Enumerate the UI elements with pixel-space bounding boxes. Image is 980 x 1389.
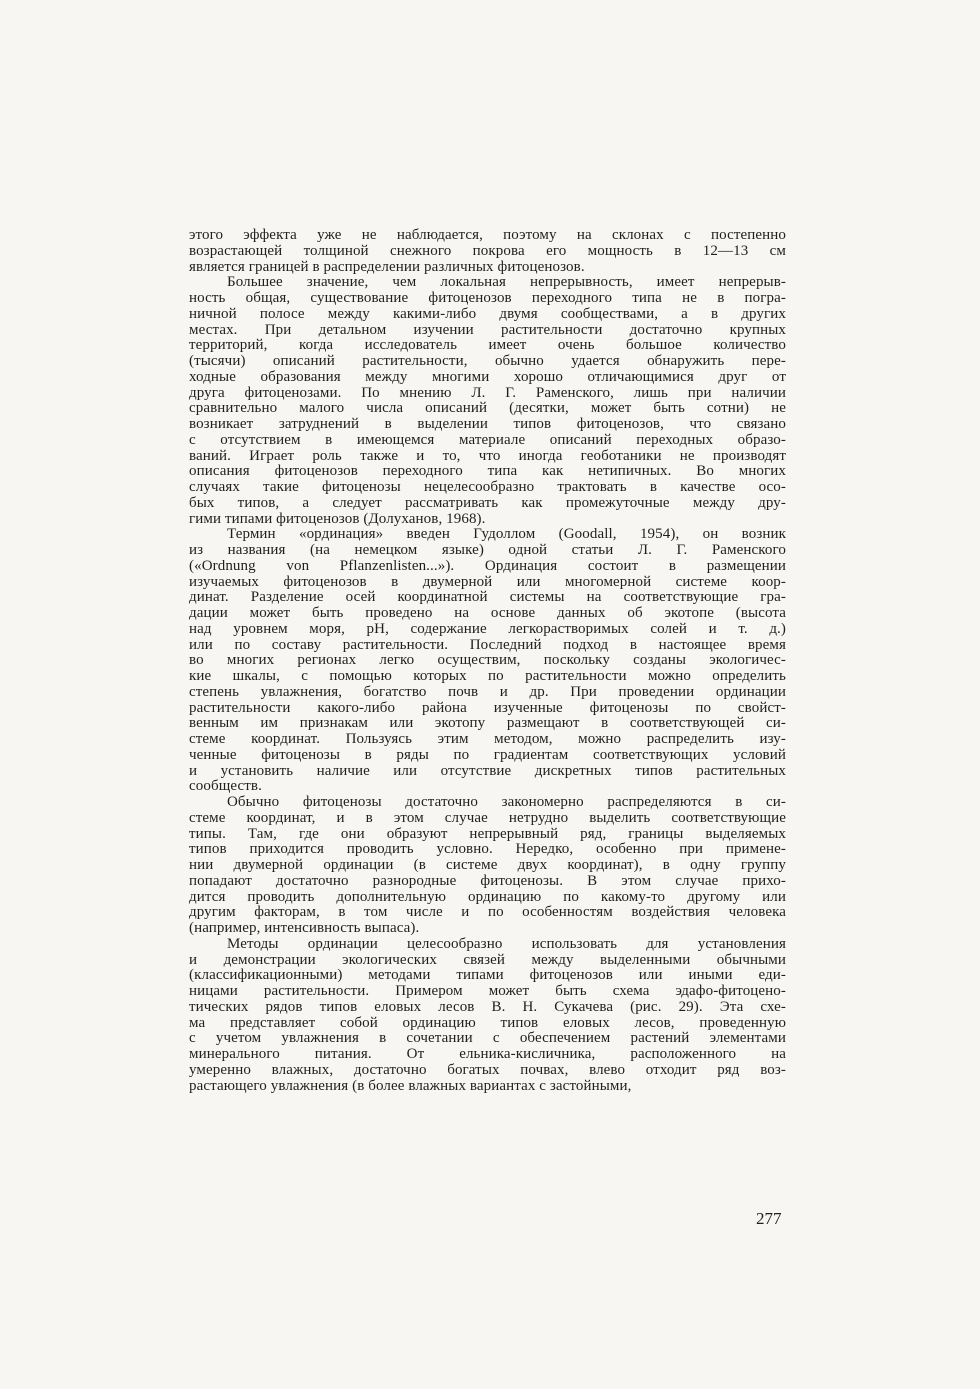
text-line: стеме координат, и в этом случае нетрудно выделить соответствующие: [189, 810, 786, 826]
text-line: случаях такие фитоценозы нецелесообразно трактовать в качестве осо-: [189, 480, 786, 495]
text-line: ченные фитоценозы в ряды по градиентам соответствующих условий: [189, 747, 786, 763]
text-line: ваний. Играет роль также и то, что иногда геоботаники не производят: [189, 448, 786, 464]
paragraph: [189, 795, 786, 937]
text-line: («Ordnung von Pflanzenlisten...»). Ординация состоит в размещении: [189, 558, 786, 574]
text-line: с учетом увлажнения в сочетании с обеспечением растений элементами: [189, 1031, 786, 1047]
text-line: Большее значение, чем локальная непрерывность, имеет непрерыв-: [227, 275, 786, 291]
text-line: и демонстрации экологических связей между выделенными обычными: [189, 952, 786, 968]
text-line: описания фитоценозов переходного типа как нетипичных. Во многих: [189, 464, 786, 480]
text-line: территорий, когда исследователь имеет очень большое количество: [189, 338, 786, 354]
text-line: кие шкалы, с помощью которых по растительности можно определить: [189, 669, 786, 684]
text-line: (классификационными) методами типами фитоценозов или иными еди-: [189, 968, 786, 984]
text-line: стеме координат. Пользуясь этим методом, можно распределить изу-: [189, 732, 786, 747]
text-line: (например, интенсивность выпаса).: [189, 921, 420, 936]
text-line: сравнительно малого числа описаний (десятки, может быть сотни) не: [189, 401, 786, 417]
text-line: возрастающей толщиной снежного покрова его мощность в 12—13 см: [189, 243, 786, 259]
text-line: или по составу растительности. Последний подход в настоящее время: [189, 637, 786, 653]
text-line: гими типами фитоценозов (Долуханов, 1968).: [189, 511, 486, 527]
text-line: местах. При детальном изучении растительности достаточно крупных: [189, 322, 786, 338]
text-line: возникает затруднений в выделении типов фитоценозов, что связано: [189, 417, 786, 432]
text-line: Термин «ординация» введен Гудоллом (Goodall, 1954), он возник: [227, 527, 786, 543]
text-line: является границей в распределении различных фитоценозов.: [189, 259, 585, 275]
text-line: дится проводить дополнительную ординацию по какому-то другому или: [189, 889, 786, 905]
text-line: Методы ординации целесообразно использовать для установления: [227, 936, 786, 952]
text-line: венным им признакам или экотопу размещают в соответствующей си-: [189, 716, 786, 732]
text-line: умеренно влажных, достаточно богатых почвах, влево отходит ряд воз-: [189, 1062, 786, 1078]
text-line: над уровнем моря, pH, содержание легкорастворимых солей и т. д.): [189, 621, 786, 637]
text-line: растающего увлажнения (в более влажных вариантах с застойными,: [189, 1078, 632, 1094]
paragraph: [189, 228, 786, 275]
text-line: и установить наличие или отсутствие дискретных типов растительных: [189, 763, 786, 779]
text-line: тических рядов типов еловых лесов В. Н. Сукачева (рис. 29). Эта схе-: [189, 999, 786, 1015]
text-line: из названия (на немецком языке) одной статьи Л. Г. Раменского: [189, 543, 786, 558]
text-line: попадают достаточно разнородные фитоценозы. В этом случае прихо-: [189, 873, 786, 889]
text-line: сообществ.: [189, 779, 262, 795]
text-line: другим факторам, в том числе и по особенностям воздействия человека: [189, 905, 786, 921]
text-line: друга фитоценозами. По мнению Л. Г. Раменского, лишь при наличии: [189, 385, 786, 401]
paragraph: [189, 275, 786, 527]
text-line: ходные образования между многими хорошо отличающимися друг от: [189, 369, 786, 385]
text-line: ность общая, существование фитоценозов переходного типа не в погра-: [189, 291, 786, 306]
text-line: этого эффекта уже не наблюдается, поэтому на склонах с постепенно: [189, 228, 786, 243]
paragraph: [189, 937, 786, 1095]
text-line: степень увлажнения, богатство почв и др. При проведении ординации: [189, 684, 786, 700]
paragraph: [189, 527, 786, 795]
text-line: растительности какого-либо района изученные фитоценозы по свойст-: [189, 700, 786, 716]
text-line: во многих регионах легко осуществим, поскольку созданы экологичес-: [189, 653, 786, 669]
text-line: Обычно фитоценозы достаточно закономерно распределяются в си-: [227, 795, 786, 810]
text-line: ма представляет собой ординацию типов еловых лесов, проведенную: [189, 1015, 786, 1031]
text-line: минерального питания. От ельника-кисличника, расположенного на: [189, 1047, 786, 1062]
text-line: типы. Там, где они образуют непрерывный ряд, границы выделяемых: [189, 826, 786, 842]
text-line: динат. Разделение осей координатной системы на соответствующие гра-: [189, 590, 786, 606]
text-line: типов приходится проводить условно. Нередко, особенно при примене-: [189, 842, 786, 858]
text-line: (тысячи) описаний растительности, обычно удается обнаружить пере-: [189, 354, 786, 369]
body-text: [189, 228, 786, 1094]
text-line: ницами растительности. Примером может быть схема эдафо-фитоцено-: [189, 984, 786, 999]
page-number: 277: [756, 1209, 782, 1228]
text-line: изучаемых фитоценозов в двумерной или многомерной системе коор-: [189, 574, 786, 590]
text-line: ничной полосе между какими-либо двумя сообществами, а в других: [189, 306, 786, 322]
text-line: с отсутствием в имеющемся материале описаний переходных образо-: [189, 432, 786, 448]
text-line: бых типов, а следует рассматривать как промежуточные между дру-: [189, 495, 786, 511]
text-line: дации может быть проведено на основе данных об экотопе (высота: [189, 606, 786, 621]
text-line: нии двумерной ординации (в системе двух координат), в одну группу: [189, 858, 786, 873]
